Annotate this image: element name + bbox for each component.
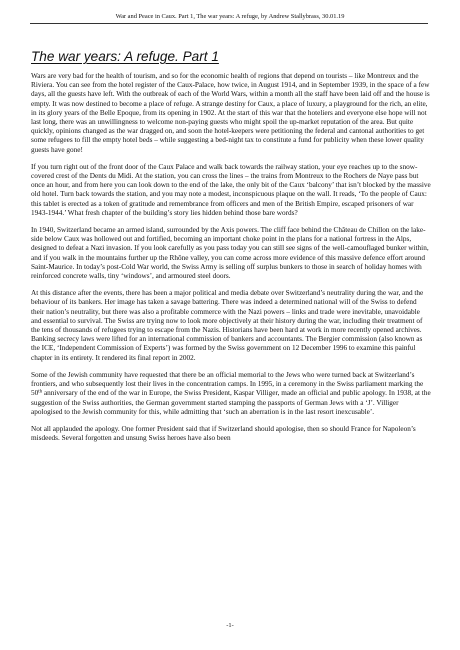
article-title: The war years: A refuge. Part 1 (31, 49, 219, 64)
paragraph-1: Wars are very bad for the health of tourism, and so for the economic health of regions that depend on tourists – like Montreux and the Riviera. You can see from the hotel register of the Caux-Palace, how twice, in August 1914, and in September 1939, in the space of a few days, all the guests have left. With the outbreak of each of the World Wars, within a month all the staff have been laid off and the house is empty. It was now destined to become a place of refuge. A strange destiny for Caux, a place of luxury, a playground for the rich, an elite, in its glory years of the Belle Epoque, from its opening in 1902. At the start of this war that the hoteliers and everyone else hope will not last long, there was an unwillingness to welcome non-paying guests who might spoil the up-market reputation of the area. But quite quickly, opinions changed as the war dragged on, and soon the hotel-keepers were petitioning the federal and cantonal authorities to get some refugees to fill the empty hotel beds – while suggesting a bed-night tax to constitute a fund for publicity when these lower quality guests have gone! (31, 72, 430, 154)
paragraph-3: In 1940, Switzerland became an armed island, surrounded by the Axis powers. The cliff face behind the Château de Chillon on the lake-side below Caux was hollowed out and fortified, becoming an important choke point in the plans for a national fortress in the Alps, designed to defeat a Nazi invasion. If you look carefully as you pass today you can still see signs of the well-camouflaged bunker within, and if you walk in the mountains further up the Rhône valley, you can come across more evidence of this massive defence effort around Saint-Maurice. In today’s post-Cold War world, the Swiss Army is selling off surplus bunkers to those in search of holiday homes with reinforced concrete walls, tiny ‘windows’, and armoured steel doors. (31, 226, 429, 281)
header-rule (30, 23, 428, 24)
paragraph-5 (31, 371, 431, 417)
paragraph-5-text-b: anniversary of the end of the war in Europe, the Swiss President, Kaspar Villiger, made an official and public apology. In 1938, at the suggestion of the Swiss authorities, the German government started stamping the passports of German Jews with a ‘J’. Villiger apologised to the Jewish community for this, while admitting that ‘such an aberration is in the last resort inexcusable’. (31, 389, 431, 416)
page-number: -1- (226, 622, 234, 629)
paragraph-5-text-a: Some of the Jewish community have requested that there be an official memorial to the Jews who were turned back at Switzerland’s frontiers, and who subsequently lost their lives in the concentration camps. In 1995, in a ceremony in the Swiss parliament marking the 50 (31, 370, 424, 398)
article-body (31, 72, 431, 451)
paragraph-4: At this distance after the events, there has been a major political and media debate over Switzerland’s neutrality during the war, and the behaviour of its bankers. Her image has taken a savage battering. There was indeed a determined national will of the Swiss to defend their nation’s neutrality, but there was also a profitable commerce with the Nazi powers – links and trade were inevitable, unavoidable and essential to survival. The Swiss are trying now to look more objectively at their history during the war, including their treatment of the tens of thousands of refugees trying to escape from the Nazis. Historians have been hard at work in more recently opened archives. Banking secrecy laws were lifted for an international commission of bankers and accountants. The Bergier commission (also known as the ICE, ‘Independent Commission of Experts’) was formed by the Swiss government on 12 December 1996 to examine this painful chapter in its entirety. It rendered its final report in 2002. (31, 289, 424, 362)
ordinal-suffix: th (38, 389, 43, 395)
running-header: War and Peace in Caux. Part 1, The war years: A refuge, by Andrew Stallybrass, 30.01.19 (115, 13, 345, 20)
paragraph-2: If you turn right out of the front door of the Caux Palace and walk back towards the railway station, your eye reaches up to the snow-covered crest of the Dents du Midi. At the station, you can cross the lines – the trains from Montreux to the Rochers de Naye pass but once an hour, and from here you can look down to the end of the lake, the only bit of the Caux ‘balcony’ that isn’t blocked by the massive old hotel. Turn back towards the station, and you may note a modest, inconspicuous plaque on the wall. It reads, ‘To the people of Caux: this tablet is erected as a token of gratitude and remembrance from officers and men of the British Empire, escaped prisoners of war 1943-1944.’ What fresh chapter of the building’s story lies hidden behind those bare words? (31, 162, 431, 217)
paragraph-6: Not all applauded the apology. One former President said that if Switzerland should apologise, then so should France for Napoleon’s misdeeds. Several forgotten and unsung Swiss heroes have also been (31, 424, 416, 443)
